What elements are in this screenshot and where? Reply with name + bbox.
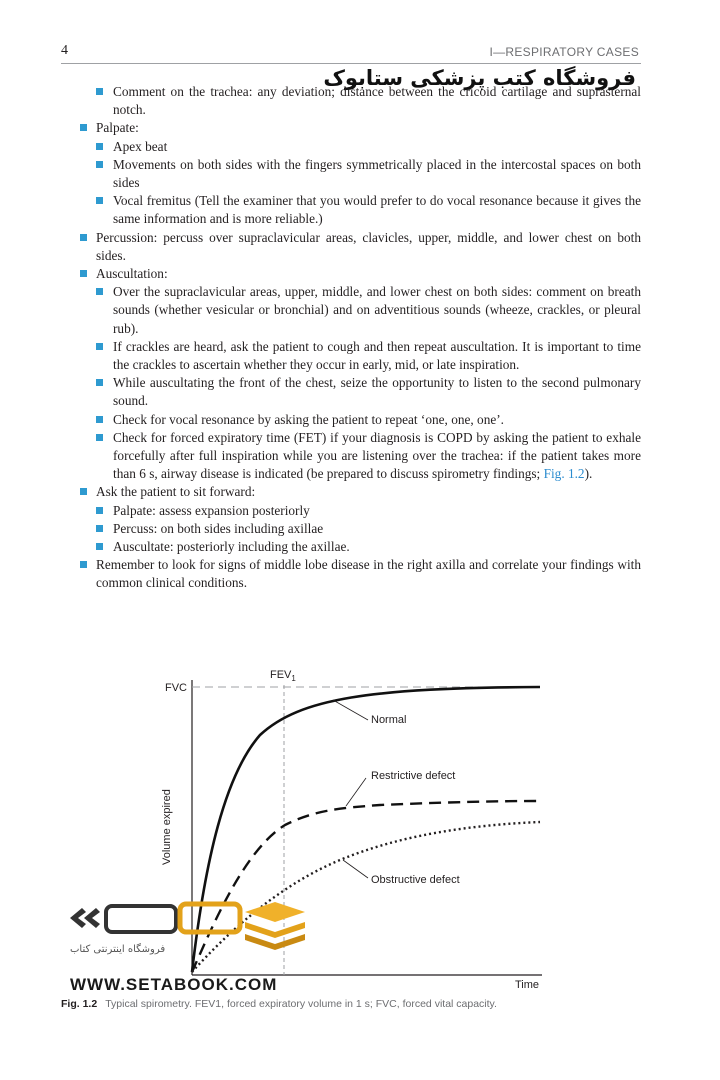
chevron-icon: [84, 908, 100, 928]
palpate-label: Palpate:: [96, 120, 139, 136]
list-item: [96, 283, 641, 338]
layers-icon: [245, 902, 305, 922]
normal-leader: [333, 700, 368, 720]
page-number: 4: [61, 43, 68, 58]
bullet-icon: [96, 434, 103, 441]
obstructive-leader: [343, 860, 368, 878]
fet-text: Check for forced expiratory time (FET) if your diagnosis is COPD by asking the patient to exhale forcefully after full inspiration while you are listening over the trachea: if the patient takes more than 6 s, airway disease is indicated (be prepared to discuss spirometry findings;: [113, 429, 641, 482]
auscultation-item: If crackles are heard, ask the patient to cough and then repeat auscultation. It is important to time the crackles to ascertain whether they occur in early, mid, or late inspiration.: [113, 338, 641, 373]
sit-forward-item: Percuss: on both sides including axillae: [113, 520, 324, 536]
auscultation-item: Over the supraclavicular areas, upper, middle, and lower chest on both sides: comment on breath sounds (whether vesicular or bronchial) and on adventitious sounds (wheeze, crackles, or pleural rub).: [113, 284, 641, 336]
bullet-icon: [96, 525, 103, 532]
list-item: [80, 119, 641, 228]
list-item: [96, 411, 641, 429]
bullet-icon: [96, 197, 103, 204]
restrictive-label: Restrictive defect: [371, 770, 456, 782]
palpate-item: Vocal fremitus (Tell the examiner that you would prefer to do vocal resonance because it gives the same information and is more reliable.): [113, 193, 641, 227]
list-item: [96, 374, 641, 410]
running-head: I—RESPIRATORY CASES: [489, 45, 639, 59]
main-list: [80, 119, 641, 592]
palpate-sublist: [96, 138, 641, 229]
fev1-label-text: FEV: [270, 669, 292, 681]
logo-url[interactable]: WWW.SETABOOK.COM: [70, 975, 278, 994]
list-item: [80, 265, 641, 483]
fet-end: ).: [584, 466, 593, 482]
sit-forward-item: Palpate: assess expansion posteriorly: [113, 502, 310, 518]
bullet-icon: [96, 379, 103, 386]
caption-text: Typical spirometry. FEV1, forced expiratory volume in 1 s; FVC, forced vital capacity.: [105, 998, 497, 1010]
x-axis-label: Time: [515, 979, 540, 991]
watermark-banner: فروشگاه کتب پزشکی ستابوک: [323, 66, 636, 90]
list-item: [96, 83, 641, 119]
bullet-icon: [80, 270, 87, 277]
percussion-text: Percussion: percuss over supraclavicular areas, clavicles, upper, middle, and lower chest on both sides.: [96, 229, 641, 263]
header-rule: [61, 63, 641, 64]
trachea-list: [96, 83, 641, 119]
logo-bar: [106, 906, 176, 932]
fvc-label: FVC: [165, 682, 187, 694]
bullet-icon: [80, 561, 87, 568]
sit-forward-item: Auscultate: posteriorly including the axillae.: [113, 539, 350, 555]
restrictive-leader: [346, 778, 366, 806]
palpate-item: Movements on both sides with the fingers symmetrically placed in the intercostal spaces on both sides: [113, 156, 641, 191]
figure-caption: [61, 998, 497, 1010]
list-item: [96, 520, 641, 538]
bullet-icon: [96, 416, 103, 423]
bullet-icon: [96, 543, 103, 550]
list-item: [96, 429, 641, 484]
bullet-icon: [96, 507, 103, 514]
trachea-text: Comment on the trachea: any deviation; distance between the cricoid cartilage and suprasternal notch.: [113, 84, 641, 118]
bullet-icon: [96, 143, 103, 150]
obstructive-label: Obstructive defect: [371, 874, 460, 886]
bullet-icon: [96, 161, 103, 168]
bullet-icon: [96, 288, 103, 295]
bullet-icon: [96, 88, 103, 95]
y-axis-label: Volume expired: [161, 789, 173, 865]
list-item: [96, 192, 641, 228]
list-item: [80, 483, 641, 556]
list-item: [96, 156, 641, 192]
bullet-icon: [80, 488, 87, 495]
auscultation-item: While auscultating the front of the chest, seize the opportunity to listen to the second pulmonary sound.: [113, 375, 641, 409]
chevron-icon: [70, 908, 86, 928]
figure-reference-link[interactable]: Fig. 1.2: [543, 466, 585, 482]
logo-subtitle: فروشگاه اینترنتی کتاب: [70, 944, 166, 955]
bullet-icon: [80, 124, 87, 131]
layers-icon: [245, 922, 305, 938]
bullet-icon: [96, 343, 103, 350]
normal-label: Normal: [371, 714, 407, 726]
body-text: [80, 83, 641, 593]
logo-bar: [180, 904, 240, 932]
sit-forward-label: Ask the patient to sit forward:: [96, 484, 256, 500]
list-item: [96, 538, 641, 556]
list-item: [96, 338, 641, 374]
auscultation-label: Auscultation:: [96, 266, 168, 282]
list-item: [80, 556, 641, 592]
caption-label: Fig. 1.2: [61, 998, 98, 1010]
middle-lobe-text: Remember to look for signs of middle lobe disease in the right axilla and correlate your findings with common clinical conditions.: [96, 557, 641, 591]
fev1-label: [270, 669, 296, 683]
palpate-item: Apex beat: [113, 138, 168, 154]
fev1-subscript: 1: [291, 674, 296, 683]
list-item: [96, 502, 641, 520]
list-item: [80, 229, 641, 265]
auscultation-sublist: [96, 283, 641, 483]
auscultation-item: Check for vocal resonance by asking the patient to repeat ‘one, one, one’.: [113, 411, 504, 427]
bullet-icon: [80, 234, 87, 241]
sit-forward-sublist: [96, 502, 641, 557]
list-item: [96, 138, 641, 156]
